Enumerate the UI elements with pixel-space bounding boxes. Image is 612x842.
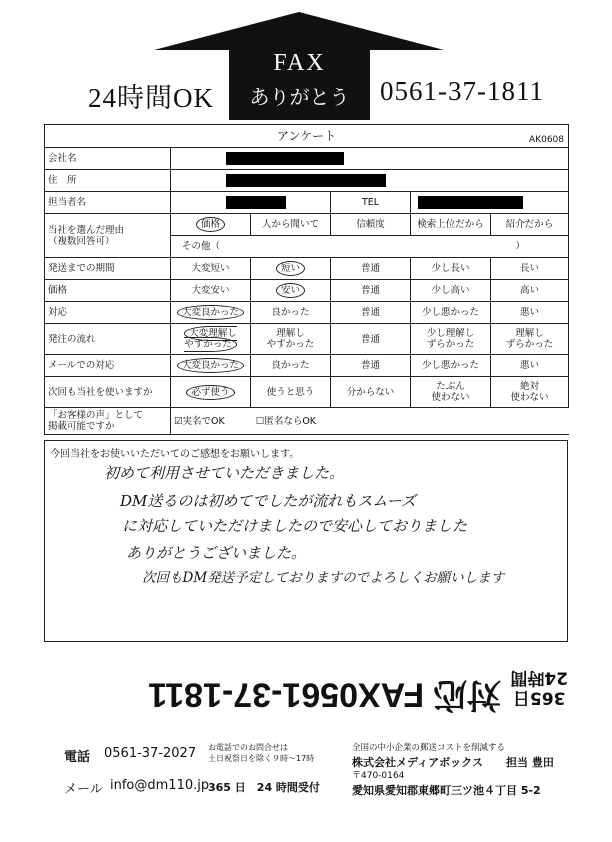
footer-mail[interactable]: info@dm110.jp [110, 778, 210, 793]
tel-field [411, 192, 569, 214]
company-field [171, 148, 569, 170]
checkbox-empty[interactable]: ☐ [255, 415, 265, 427]
header-fax-number: 0561-37-1811 [380, 76, 544, 106]
company-label: 会社名 [45, 148, 171, 170]
rating-option [171, 324, 251, 355]
redaction [226, 174, 386, 187]
footer-phone-label: 電話 [64, 750, 91, 765]
rating-option [171, 258, 251, 280]
reason-label: 当社を選んだ理由 （複数回答可） [45, 214, 171, 258]
rating-option [491, 258, 569, 280]
footer-mail-note: 365 日 24 時間受付 [208, 781, 320, 794]
rating-option [491, 324, 569, 355]
rating-option [251, 355, 331, 377]
rating-option-label: 短い [276, 261, 305, 276]
survey-code: AK0608 [529, 135, 564, 145]
rating-option-label: 大変良かった [177, 305, 244, 320]
rating-label: 次回も当社を使いますか [45, 377, 171, 408]
footer-mail-label: メール [64, 782, 103, 797]
survey-title: アンケート [276, 128, 337, 143]
voice-option-anonymous: 匿名ならOK [264, 415, 317, 427]
checkbox-checked[interactable]: ☑ [174, 415, 183, 427]
reason-other-close: ） [515, 241, 525, 252]
rating-option-label: 必ず使う [186, 385, 234, 400]
footer-company: 株式会社メディアボックス [352, 756, 484, 769]
rating-option-label: 安い [276, 283, 305, 298]
rating-option [331, 324, 411, 355]
comment-line: ありがとうございました。 [126, 544, 307, 562]
rating-option-label: 良かった [271, 307, 310, 318]
rating-label: 発送までの期間 [45, 258, 171, 280]
footer-zip: 〒470-0164 [352, 771, 405, 781]
reason-other-row [171, 236, 569, 258]
rating-option [491, 355, 569, 377]
rating-option [411, 377, 491, 408]
redaction [418, 196, 523, 209]
rating-option [331, 355, 411, 377]
rating-label: メールでの対応 [45, 355, 171, 377]
rating-option-label: 普通 [360, 263, 380, 274]
tel-label: TEL [331, 192, 411, 214]
rating-option [251, 280, 331, 302]
banner-side-block [510, 668, 568, 708]
rating-option-label: 大変良かった [177, 358, 244, 373]
reason-option-label: 人から聞いて [251, 214, 331, 236]
rating-option-label: 理解し ずらかった [505, 328, 554, 350]
rating-option-label: 理解し やすかった [266, 328, 315, 350]
rating-option [411, 324, 491, 355]
footer-phone-note2: 土日祝祭日を除く９時～17時 [208, 754, 315, 763]
comment-line: DM送るのは初めてでしたが流れもスムーズ [120, 492, 416, 510]
redaction [226, 152, 344, 165]
rating-label: 価格 [45, 280, 171, 302]
rating-option [251, 258, 331, 280]
rating-option [411, 280, 491, 302]
rating-option-label: 高い [519, 285, 539, 296]
rating-option [491, 377, 569, 408]
rating-option-label: 少し長い [431, 263, 470, 274]
header-24h: 24時間OK [88, 83, 214, 113]
rating-option [331, 258, 411, 280]
fax-subtitle: ありがとう [249, 85, 350, 109]
reason-other: その他（ [182, 241, 221, 252]
comment-line: 初めて利用させていただきました。 [104, 464, 345, 482]
rating-option-label: 悪い [519, 360, 539, 371]
rating-option-label: 大変短い [191, 263, 230, 274]
banner-365: 365日 [512, 688, 566, 708]
rating-option [331, 377, 411, 408]
rating-label: 発注の流れ [45, 324, 171, 355]
upside-down-banner [48, 668, 568, 723]
footer-phone[interactable]: 0561-37-2027 [104, 746, 197, 761]
rating-option [171, 377, 251, 408]
comment-line: 次回もDM発送予定しておりますのでよろしくお願いします [142, 570, 505, 586]
fax-header-arrow [154, 12, 444, 50]
banner-fax: FAX0561-37-1811 [148, 675, 425, 714]
address-field [171, 170, 569, 192]
rating-option-label: 少し高い [431, 285, 470, 296]
rating-option [491, 280, 569, 302]
survey-table [44, 124, 569, 435]
rating-option [171, 280, 251, 302]
rating-option-label: 分からない [346, 386, 395, 398]
rating-option [331, 302, 411, 324]
voice-label: 「お客様の声」として 掲載可能ですか [45, 408, 171, 435]
rating-option [411, 258, 491, 280]
redaction [226, 196, 286, 209]
footer-phone-note1: お電話でのお問合せは [208, 743, 288, 752]
rating-option [491, 302, 569, 324]
rating-option [251, 324, 331, 355]
voice-option-realname: 実名でOK [182, 415, 225, 427]
person-field [171, 192, 331, 214]
rating-option-label: たぶん 使わない [431, 381, 470, 403]
reason-option-label: 信頼度 [331, 214, 411, 236]
rating-option-label: 長い [519, 263, 539, 274]
rating-option-label: 普通 [360, 333, 380, 345]
rating-option-label: 普通 [360, 285, 380, 296]
rating-option-label: 少し悪かった [421, 307, 479, 318]
rating-option [251, 377, 331, 408]
rating-option-label: 大変理解し やすかった [184, 328, 237, 350]
survey-title-cell [45, 125, 569, 148]
rating-option [251, 302, 331, 324]
rating-option [171, 302, 251, 324]
rating-option-label: 少し悪かった [421, 360, 479, 371]
address-label: 住 所 [45, 170, 171, 192]
reason-option-label: 価格 [196, 217, 225, 232]
voice-options [171, 408, 569, 435]
comment-line: に対応していただけましたので安心しておりました [122, 517, 468, 535]
rating-option-label: 良かった [271, 360, 310, 371]
banner-24h: 24時間 [510, 668, 568, 688]
rating-option-label: 使うと思う [266, 386, 315, 398]
rating-option [411, 355, 491, 377]
rating-label: 対応 [45, 302, 171, 324]
reason-option-label: 検索上位だから [411, 214, 491, 236]
rating-option-label: 普通 [360, 360, 380, 371]
rating-option-label: 絶対 使わない [510, 381, 549, 403]
rating-option [411, 302, 491, 324]
reason-option-label: 紹介だから [491, 214, 569, 236]
footer-tagline: 全国の中小企業の郵送コストを削減する [352, 743, 506, 753]
person-label: 担当者名 [45, 192, 171, 214]
footer-contact: 担当 豊田 [506, 756, 554, 769]
rating-option-label: 悪い [519, 307, 539, 318]
comments-prompt: 今回当社をお使いいただいてのご感想をお願いします。 [50, 449, 300, 460]
rating-option [331, 280, 411, 302]
fax-header-box [229, 48, 370, 120]
fax-title: FAX [273, 50, 326, 76]
reason-option [171, 214, 251, 236]
footer-address: 愛知県愛知郡東郷町三ツ池４丁目 5-2 [352, 784, 541, 797]
rating-option [171, 355, 251, 377]
rating-option-label: 大変安い [191, 285, 230, 296]
banner-taiou: 対応 [433, 675, 502, 714]
rating-option-label: 少し理解し ずらかった [426, 328, 475, 350]
rating-option-label: 普通 [360, 307, 380, 318]
